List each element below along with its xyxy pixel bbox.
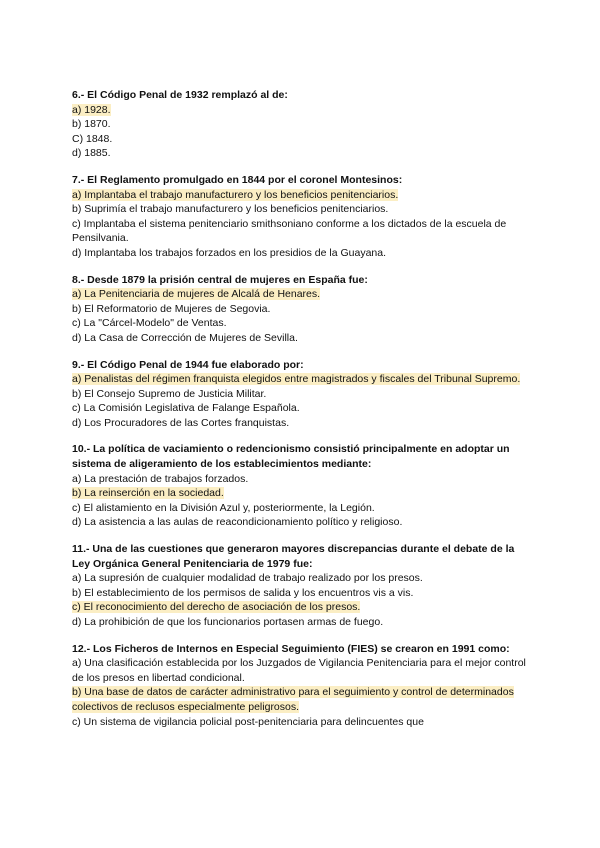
question-title: 12.- Los Ficheros de Internos en Especial Seguimiento (FIES) se crearon en 1991 como: [72,642,510,655]
answer-option: a) La supresión de cualquier modalidad de trabajo realizado por los presos. [72,572,423,585]
highlighted-answer: a) Implantaba el trabajo manufacturero y los beneficios penitenciarios. [72,188,399,201]
answer-option: c) El alistamiento en la División Azul y, posteriormente, la Legión. [72,501,375,514]
answer-option: b) 1870. [72,118,111,131]
question-title: 11.- Una de las cuestiones que generaron mayores discrepancias durante el debate de la Ley Orgánica General Penitenciaria de 1979 fue: [72,543,515,570]
answer-option: c) La Comisión Legislativa de Falange Española. [72,402,300,415]
question-7 [72,173,532,261]
highlighted-answer: b) Una base de datos de carácter administrativo para el seguimiento y control de determinados colectivos de reclusos especialmente peligrosos. [72,686,514,713]
answer-option [72,103,532,118]
answer-option: d) Implantaba los trabajos forzados en los presidios de la Guayana. [72,246,387,259]
answer-option: d) La asistencia a las aulas de reacondicionamiento político y religioso. [72,516,403,529]
question-title: 10.- La política de vaciamiento o redencionismo consistió principalmente en adoptar un sistema de aligeramiento de los establecimientos mediante: [72,443,510,471]
answer-option: a) Una clasificación establecida por los Juzgados de Vigilancia Penitenciaria para el mejor control de los presos en libertad condicional. [72,657,526,684]
question-title: 6.- El Código Penal de 1932 remplazó al de: [72,89,288,101]
highlighted-answer: a) La Penitenciaria de mujeres de Alcalá de Henares. [72,288,321,301]
highlighted-answer: c) El reconocimiento del derecho de asociación de los presos. [72,601,361,614]
highlighted-answer: b) La reinserción en la sociedad. [72,487,224,500]
question-8 [72,273,532,346]
answer-option: b) El establecimiento de los permisos de salida y los encuentros vis a vis. [72,586,414,599]
answer-option: b) El Reformatorio de Mujeres de Segovia. [72,302,271,315]
quiz-page [72,88,532,741]
answer-option: b) Suprimía el trabajo manufacturero y los beneficios penitenciarios. [72,203,389,216]
answer-option: c) Implantaba el sistema penitenciario smithsoniano conforme a los dictados de la escuela de Pensilvania. [72,217,507,245]
answer-option [72,372,532,387]
answer-option: b) El Consejo Supremo de Justicia Militar. [72,387,267,400]
question-title: 9.- El Código Penal de 1944 fue elaborado por: [72,358,304,371]
question-6 [72,88,532,161]
answer-option: c) Un sistema de vigilancia policial post-penitenciaria para delincuentes que [72,715,424,728]
question-9 [72,358,532,431]
answer-option: a) La prestación de trabajos forzados. [72,472,249,485]
answer-option: C) 1848. [72,132,113,145]
highlighted-answer: a) Penalistas del régimen franquista elegidos entre magistrados y fiscales del Tribunal Supremo. [72,373,521,386]
question-title: 7.- El Reglamento promulgado en 1844 por el coronel Montesinos: [72,173,403,186]
question-title: 8.- Desde 1879 la prisión central de mujeres en España fue: [72,273,368,286]
answer-option [72,188,532,203]
answer-option: d) Los Procuradores de las Cortes franquistas. [72,416,290,429]
answer-option: c) La "Cárcel-Modelo" de Ventas. [72,317,227,330]
answer-option: d) 1885. [72,147,111,160]
answer-option: d) La prohibición de que los funcionarios portasen armas de fuego. [72,616,384,628]
answer-option [72,685,532,714]
question-11 [72,542,532,630]
question-12 [72,642,532,730]
answer-option [72,486,532,501]
answer-option [72,287,532,302]
answer-option [72,600,532,615]
question-10 [72,442,532,530]
highlighted-answer: a) 1928. [72,103,111,116]
answer-option: d) La Casa de Corrección de Mujeres de Sevilla. [72,331,298,344]
